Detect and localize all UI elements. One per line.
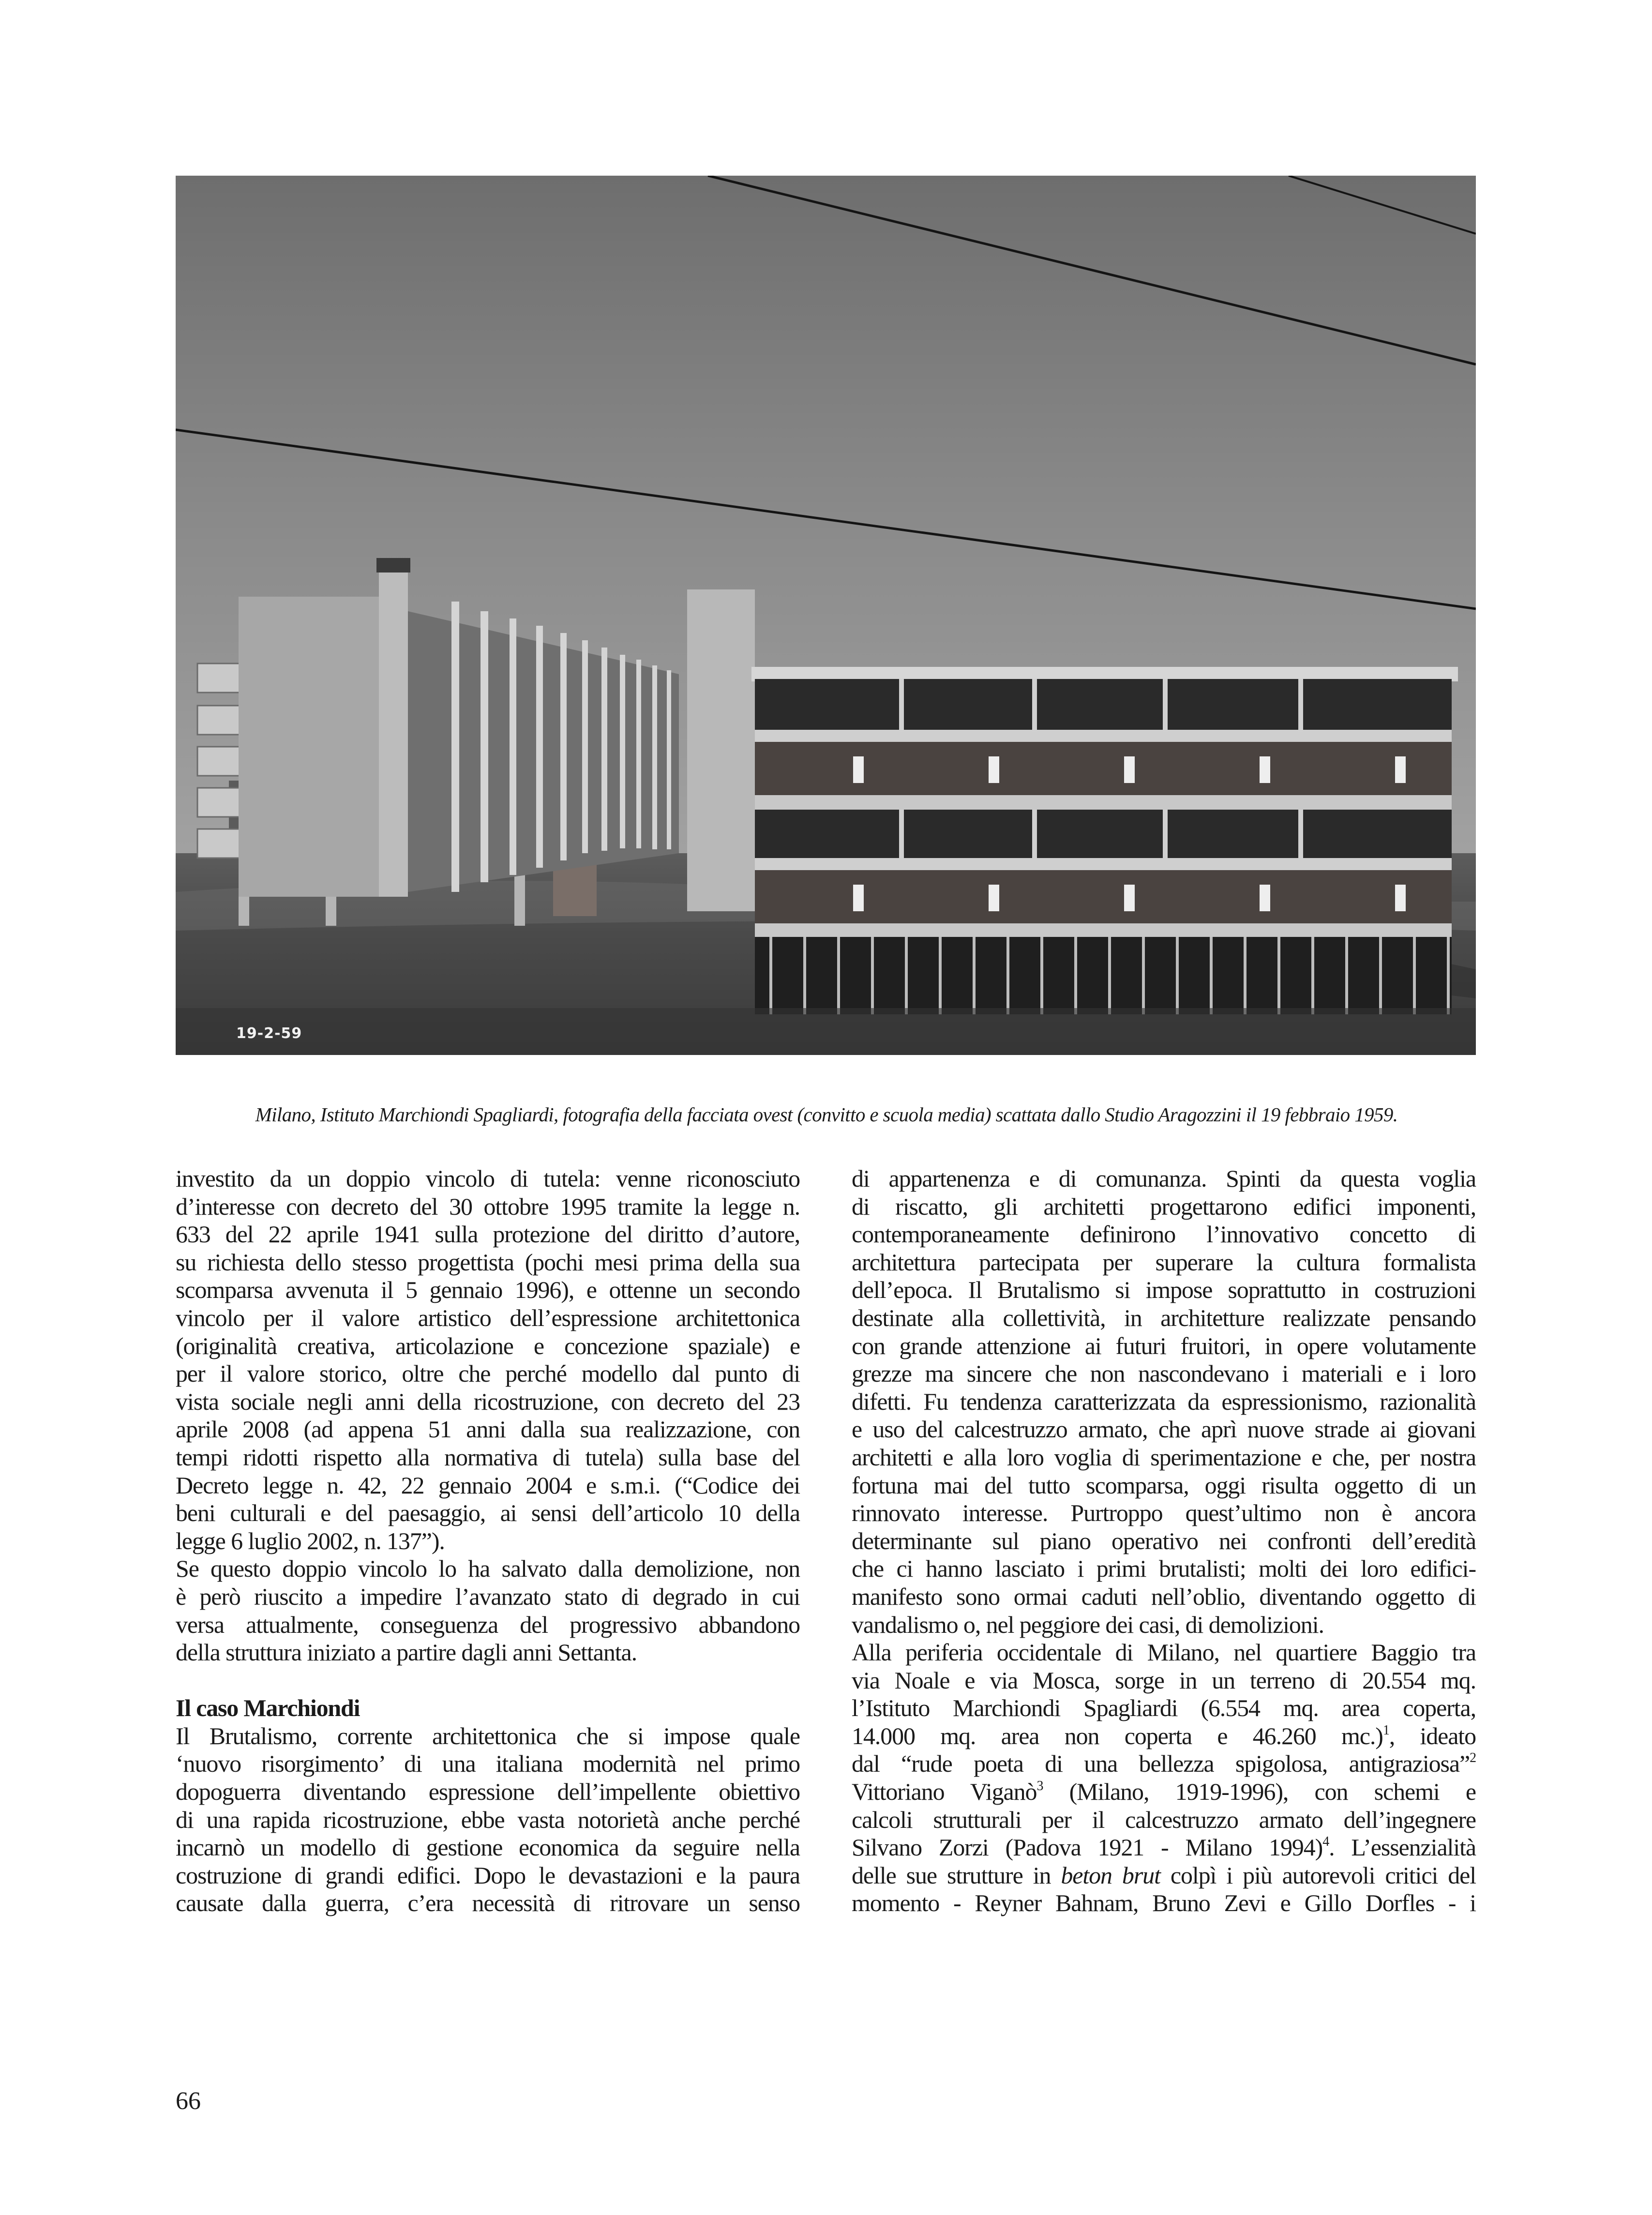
text-line: via Noale e via Mosca, sorge in un terreno di 20.554 mq. — [852, 1666, 1476, 1694]
text-fragment: 14.000 mq. area non coperta e 46.260 mc.) — [852, 1722, 1383, 1749]
text-line: con grande attenzione ai futuri fruitori, in opere volutamente — [852, 1332, 1476, 1359]
section-heading: Il caso Marchiondi — [176, 1694, 360, 1722]
text-line: di riscatto, gli architetti progettarono edifici imponenti, — [852, 1192, 1476, 1220]
text-line: contemporaneamente definirono l’innovativo concetto di — [852, 1221, 1476, 1248]
stair-tower — [687, 589, 755, 911]
building-photograph — [176, 176, 1476, 1055]
footnote-ref-3[interactable]: 3 — [1036, 1778, 1043, 1794]
text-line: grezze ma sincere che non nascondevano i materiali e i loro — [852, 1360, 1476, 1387]
photo-illustration — [176, 176, 1476, 1055]
paragraph-gap — [176, 1667, 800, 1695]
text-line: ‘nuovo risorgimento’ di una italiana modernità nel primo — [176, 1750, 800, 1778]
text-line: architetti e alla loro voglia di sperimentazione e che, per nostra — [852, 1443, 1476, 1471]
text-line-footnote-4 — [852, 1834, 1476, 1862]
text-line: scomparsa avvenuta il 5 gennaio 1996), e ottenne un secondo — [176, 1276, 800, 1304]
right-column — [852, 1165, 1476, 1917]
page-number: 66 — [176, 2087, 201, 2115]
text-fragment: . L’essenzialità — [1329, 1834, 1476, 1861]
text-fragment: Vittoriano Viganò — [852, 1778, 1037, 1806]
text-line: aprile 2008 (ad appena 51 anni dalla sua realizzazione, con — [176, 1416, 800, 1443]
text-line: dopoguerra diventando espressione dell’impellente obiettivo — [176, 1778, 800, 1806]
text-line: beni culturali e del paesaggio, ai sensi dell’articolo 10 della — [176, 1499, 800, 1527]
text-line-footnote-2 — [852, 1750, 1476, 1778]
text-line: calcoli strutturali per il calcestruzzo armato dell’ingegnere — [852, 1806, 1476, 1833]
text-line: rinnovato interesse. Purtroppo quest’ultimo non è ancora — [852, 1499, 1476, 1527]
text-line: vincolo per il valore artistico dell’espressione architettonica — [176, 1304, 800, 1331]
footnote-ref-2[interactable]: 2 — [1470, 1750, 1476, 1766]
text-line: Decreto legge n. 42, 22 gennaio 2004 e s.m.i. (“Codice dei — [176, 1471, 800, 1499]
left-column — [176, 1165, 800, 1917]
text-line: legge 6 luglio 2002, n. 137”). — [176, 1527, 445, 1554]
right-building — [751, 667, 1458, 1014]
italic-term: beton brut — [1061, 1861, 1160, 1889]
text-line-footnote-3 — [852, 1778, 1476, 1806]
text-line: destinate alla collettività, in architetture realizzate pensando — [852, 1304, 1476, 1331]
text-line: (originalità creativa, articolazione e concezione spaziale) e — [176, 1332, 800, 1359]
text-line: d’interesse con decreto del 30 ottobre 1995 tramite la legge n. — [176, 1192, 800, 1220]
text-line: Alla periferia occidentale di Milano, nel quartiere Baggio tra — [852, 1639, 1476, 1666]
text-fragment: (Milano, 1919-1996), con schemi e — [1043, 1778, 1476, 1806]
text-fragment: Silvano Zorzi (Padova 1921 - Milano 1994) — [852, 1834, 1323, 1861]
text-line: architettura partecipata per superare la cultura formalista — [852, 1248, 1476, 1276]
text-line: causate dalla guerra, c’era necessità di ritrovare un senso — [176, 1889, 800, 1917]
text-line: costruzione di grandi edifici. Dopo le devastazioni e la paura — [176, 1861, 800, 1889]
text-line: momento - Reyner Bahnam, Bruno Zevi e Gillo Dorfles - i — [852, 1889, 1476, 1917]
text-fragment: delle sue strutture in — [852, 1861, 1061, 1889]
text-line: della struttura iniziato a partire dagli anni Settanta. — [176, 1639, 637, 1666]
text-line: 633 del 22 aprile 1941 sulla protezione del diritto d’autore, — [176, 1221, 800, 1248]
figure-caption: Milano, Istituto Marchiondi Spagliardi, fotografia della facciata ovest (convitto e scuola media) scattata dallo Studio Aragozzini il 19 febbraio 1959. — [255, 1103, 1398, 1126]
text-line: Il Brutalismo, corrente architettonica che si impose quale — [176, 1722, 800, 1749]
text-line: vista sociale negli anni della ricostruzione, con decreto del 23 — [176, 1387, 800, 1415]
footnote-ref-4[interactable]: 4 — [1322, 1834, 1329, 1850]
text-line: per il valore storico, oltre che perché modello dal punto di — [176, 1360, 800, 1387]
text-line: investito da un doppio vincolo di tutela: venne riconosciuto — [176, 1165, 800, 1192]
text-line: è però riuscito a impedire l’avanzato stato di degrado in cui — [176, 1582, 800, 1610]
text-line: di appartenenza e di comunanza. Spinti da questa voglia — [852, 1165, 1476, 1192]
text-line: tempi ridotti rispetto alla normativa di tutela) sulla base del — [176, 1443, 800, 1471]
photo-date-stamp: 19-2-59 — [236, 1025, 302, 1042]
text-fragment: , ideato — [1389, 1722, 1476, 1749]
text-line: che ci hanno lasciato i primi brutalisti; molti dei loro edifici- — [852, 1555, 1476, 1582]
text-line-italic — [852, 1862, 1476, 1890]
text-line: manifesto sono ormai caduti nell’oblio, diventando oggetto di — [852, 1582, 1476, 1610]
text-line-footnote-1 — [852, 1722, 1476, 1750]
text-line: incarnò un modello di gestione economica da seguire nella — [176, 1834, 800, 1861]
footnote-ref-1[interactable]: 1 — [1382, 1722, 1389, 1738]
text-fragment: colpì i più autorevoli critici del — [1160, 1861, 1476, 1889]
text-fragment: dal “rude poeta di una bellezza spigolosa, antigraziosa” — [852, 1750, 1470, 1778]
text-line: l’Istituto Marchiondi Spagliardi (6.554 mq. area coperta, — [852, 1694, 1476, 1722]
text-line: dell’epoca. Il Brutalismo si impose soprattutto in costruzioni — [852, 1276, 1476, 1304]
text-line: fortuna mai del tutto scomparsa, oggi risulta oggetto di un — [852, 1471, 1476, 1499]
text-line: di una rapida ricostruzione, ebbe vasta notorietà anche perché — [176, 1806, 800, 1833]
text-line: Se questo doppio vincolo lo ha salvato dalla demolizione, non — [176, 1555, 800, 1582]
text-line: difetti. Fu tendenza caratterizzata da espressionismo, razionalità — [852, 1387, 1476, 1415]
text-line: vandalismo o, nel peggiore dei casi, di demolizioni. — [852, 1611, 1324, 1638]
text-line: determinante sul piano operativo nei confronti dell’eredità — [852, 1527, 1476, 1554]
text-line: versa attualmente, conseguenza del progressivo abbandono — [176, 1611, 800, 1638]
text-line: e uso del calcestruzzo armato, che aprì nuove strade ai giovani — [852, 1416, 1476, 1443]
text-line: su richiesta dello stesso progettista (pochi mesi prima della sua — [176, 1248, 800, 1276]
